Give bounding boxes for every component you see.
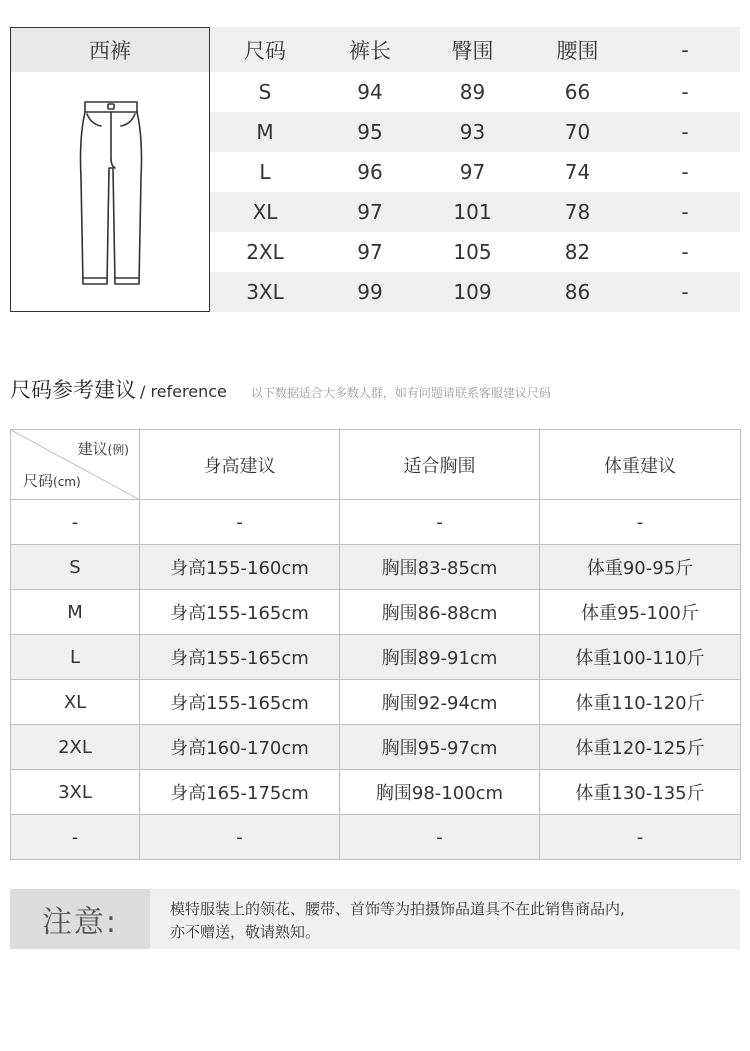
extra-cell: - xyxy=(681,80,689,104)
height-cell: - xyxy=(140,500,340,545)
table-row xyxy=(11,770,741,815)
header-hip: 臀围 xyxy=(451,38,494,63)
table-row xyxy=(11,545,741,590)
extra-cell: - xyxy=(681,200,689,224)
table-row xyxy=(210,112,740,152)
table-row xyxy=(11,635,741,680)
height-cell: 身高165-175cm xyxy=(140,770,340,815)
size-cell: S xyxy=(258,80,272,104)
size-cell: XL xyxy=(252,200,278,224)
hip-cell: 109 xyxy=(453,280,492,304)
product-illustration-box xyxy=(10,27,210,312)
chest-cell: 胸围92-94cm xyxy=(340,680,540,725)
corner-header-cell xyxy=(11,430,140,500)
weight-cell: 体重90-95斤 xyxy=(540,545,741,590)
size-cell: L xyxy=(259,160,271,184)
table-row xyxy=(11,680,741,725)
hip-cell: 97 xyxy=(459,160,486,184)
extra-cell: - xyxy=(681,160,689,184)
table-row xyxy=(210,152,740,192)
reference-header xyxy=(10,374,551,408)
extra-cell: - xyxy=(681,120,689,144)
chest-cell: 胸围83-85cm xyxy=(340,545,540,590)
header-extra: - xyxy=(681,37,689,62)
chest-cell: 胸围86-88cm xyxy=(340,590,540,635)
corner-bottom-label: 尺码(cm) xyxy=(23,472,81,490)
hip-cell: 101 xyxy=(453,200,492,224)
table-row xyxy=(210,192,740,232)
chest-cell: - xyxy=(340,815,540,860)
height-cell: 身高155-165cm xyxy=(140,635,340,680)
chest-cell: 胸围95-97cm xyxy=(340,725,540,770)
size-cell: - xyxy=(11,500,140,545)
size-cell: L xyxy=(11,635,140,680)
table-row xyxy=(11,725,741,770)
table-row xyxy=(11,590,741,635)
table-row xyxy=(11,815,741,860)
weight-cell: 体重100-110斤 xyxy=(540,635,741,680)
weight-cell: 体重130-135斤 xyxy=(540,770,741,815)
height-cell: - xyxy=(140,815,340,860)
height-cell: 身高155-160cm xyxy=(140,545,340,590)
length-cell: 95 xyxy=(357,120,383,144)
size-table xyxy=(210,27,740,312)
extra-cell: - xyxy=(681,240,689,264)
reference-note: 以下数据适合大多数人群，如有问题请联系客服建议尺码 xyxy=(250,386,551,400)
chest-cell: 胸围98-100cm xyxy=(340,770,540,815)
table-row xyxy=(11,500,741,545)
height-cell: 身高155-165cm xyxy=(140,680,340,725)
header-length: 裤长 xyxy=(349,38,391,63)
waist-cell: 86 xyxy=(564,280,591,304)
trousers-icon xyxy=(71,98,151,288)
size-cell: M xyxy=(256,120,274,144)
waist-cell: 74 xyxy=(564,160,591,184)
weight-cell: 体重95-100斤 xyxy=(540,590,741,635)
header-size: 尺码 xyxy=(244,38,286,63)
extra-cell: - xyxy=(681,280,689,304)
notice-line-1: 模特服装上的领花、腰带、首饰等为拍摄饰品道具不在此销售商品内, xyxy=(170,900,625,918)
table-row xyxy=(210,72,740,112)
length-cell: 94 xyxy=(357,80,383,104)
length-cell: 97 xyxy=(357,200,383,224)
size-cell: 2XL xyxy=(246,240,284,264)
waist-cell: 82 xyxy=(564,240,591,264)
hip-cell: 89 xyxy=(459,80,486,104)
size-cell: XL xyxy=(11,680,140,725)
weight-cell: - xyxy=(540,815,741,860)
height-cell: 身高155-165cm xyxy=(140,590,340,635)
weight-cell: 体重110-120斤 xyxy=(540,680,741,725)
weight-cell: - xyxy=(540,500,741,545)
header-weight: 体重建议 xyxy=(540,430,741,500)
notice-text xyxy=(170,898,735,944)
reference-subtitle: / reference xyxy=(140,382,227,401)
size-cell: 3XL xyxy=(11,770,140,815)
length-cell: 97 xyxy=(357,240,383,264)
reference-title: 尺码参考建议 xyxy=(10,378,136,402)
header-waist: 腰围 xyxy=(556,38,599,63)
recommendation-header-row xyxy=(11,430,741,500)
recommendation-table xyxy=(10,429,741,860)
product-type-label: 西裤 xyxy=(11,28,209,72)
notice-box xyxy=(10,889,740,949)
hip-cell: 105 xyxy=(453,240,492,264)
corner-top-label: 建议(例) xyxy=(77,440,129,458)
height-cell: 身高160-170cm xyxy=(140,725,340,770)
size-cell: 3XL xyxy=(246,280,284,304)
size-table-header-row xyxy=(210,27,740,72)
length-cell: 96 xyxy=(357,160,383,184)
chest-cell: - xyxy=(340,500,540,545)
size-chart-section xyxy=(10,27,740,312)
hip-cell: 93 xyxy=(459,120,486,144)
header-chest: 适合胸围 xyxy=(340,430,540,500)
waist-cell: 78 xyxy=(564,200,591,224)
header-height: 身高建议 xyxy=(140,430,340,500)
size-cell: - xyxy=(11,815,140,860)
waist-cell: 70 xyxy=(564,120,591,144)
chest-cell: 胸围89-91cm xyxy=(340,635,540,680)
length-cell: 99 xyxy=(357,280,383,304)
size-cell: S xyxy=(11,545,140,590)
waist-cell: 66 xyxy=(564,80,591,104)
notice-label: 注意: xyxy=(10,889,150,949)
weight-cell: 体重120-125斤 xyxy=(540,725,741,770)
size-cell: 2XL xyxy=(11,725,140,770)
notice-line-2: 亦不赠送，敬请熟知。 xyxy=(170,923,321,941)
table-row xyxy=(210,272,740,312)
size-cell: M xyxy=(11,590,140,635)
table-row xyxy=(210,232,740,272)
